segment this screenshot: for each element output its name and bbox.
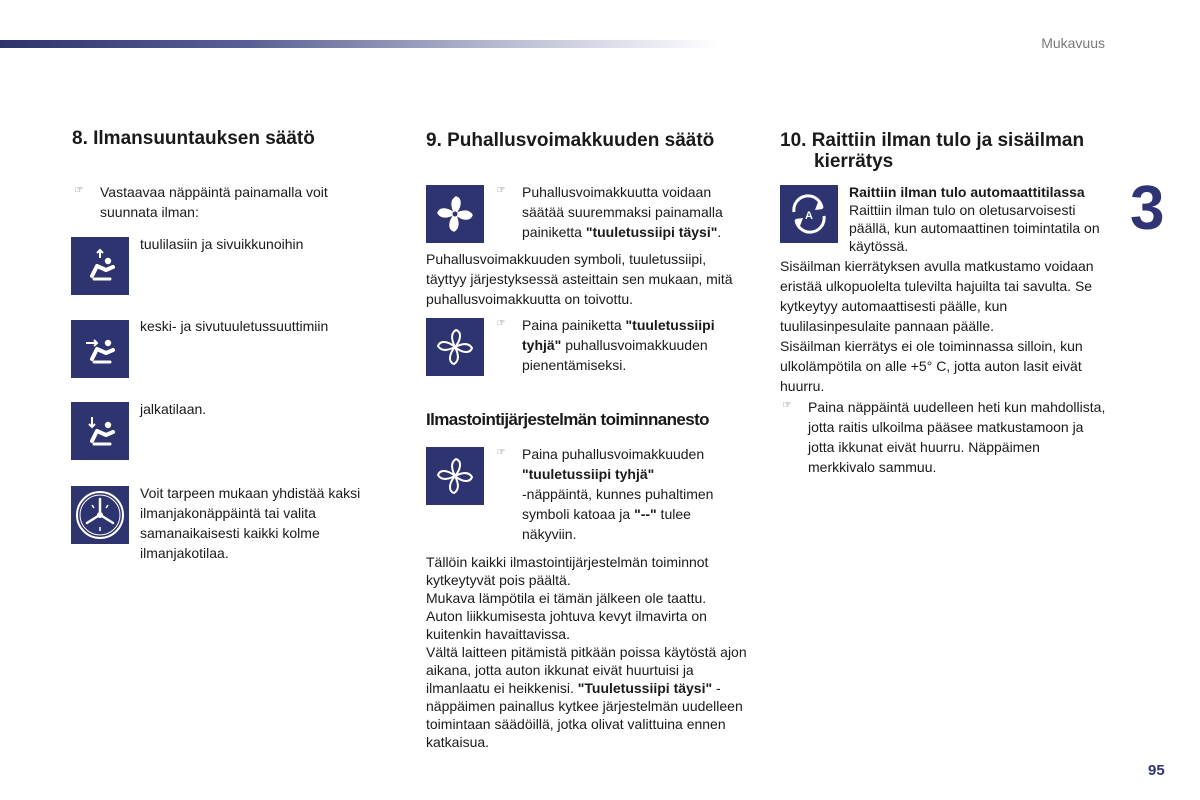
fan-off-button-icon <box>426 447 484 505</box>
fan-decrease-text: Paina painiketta "tuuletussiipi tyhjä" puhallusvoimakkuuden pienentämiseksi. <box>522 317 715 373</box>
pointer-bullet-icon: ☞ <box>496 185 506 196</box>
ac-off-para-2: Mukava lämpötila ei tämän jälkeen ole taattu. <box>426 590 707 606</box>
feet-option-label: jalkatilaan. <box>140 401 207 417</box>
section-name: Mukavuus <box>1041 35 1105 51</box>
recirculation-press-again: Paina näppäintä uudelleen heti kun mahdollista, jotta raitis ulkoilma pääsee matkustamoon ja jotta ikkunat eivät huurru. Näppäimen merkkivalo sammuu. <box>808 399 1106 475</box>
distribution-dial-icon <box>71 486 129 544</box>
ac-off-para-3: Auton liikkumisesta johtuva kevyt ilmavirta on kuitenkin havaittavissa. <box>426 608 707 642</box>
subsection-title-ac-off: Ilmastointijärjestelmän toiminnanesto <box>426 410 709 429</box>
fan-full-button-icon <box>426 185 484 243</box>
header-gradient-bar <box>0 40 720 48</box>
air-distribution-intro: Vastaavaa näppäintä painamalla voit suunnata ilman: <box>100 184 328 220</box>
fan-symbol-paragraph: Puhallusvoimakkuuden symboli, tuuletussiipi, täyttyy järjestyksessä asteittain sen mukaan, mitä puhallusvoimakkuutta on toivottu. <box>426 251 733 307</box>
windshield-airflow-icon <box>71 237 129 295</box>
pointer-bullet-icon: ☞ <box>496 318 506 329</box>
chapter-number: 3 <box>1130 174 1165 243</box>
feet-airflow-icon <box>71 402 129 460</box>
fan-empty-button-icon <box>426 318 484 376</box>
fresh-air-auto-text: Raittiin ilman tulo on oletusarvoisesti päällä, kun automaattinen toimintatila on käytössä. <box>849 202 1100 254</box>
pointer-bullet-icon: ☞ <box>74 185 84 196</box>
combine-distribution-text: Voit tarpeen mukaan yhdistää kaksi ilmanjakonäppäintä tai valita samanaikaisesti kaikki kolme ilmanjakotilaa. <box>140 485 361 561</box>
recirculation-paragraph: Sisäilman kierrätyksen avulla matkustamo voidaan eristää ulkopuolelta tulevilta hajuilta tai savulta. Se kytkeytyy automaattisesti päälle, kun tuulilasinpesulaite pannaan päälle. Sisäilman kierrätys ei ole toiminnassa silloin, kun ulkolämpötila on alle +5° C, jotta auton lasit eivät huurru. <box>780 258 1094 394</box>
section-title-recirculation: 10. Raittiin ilman tulo ja sisäilman kierrätys <box>780 130 1085 172</box>
ac-off-consequences: Tällöin kaikki ilmastointijärjestelmän toiminnot kytkeytyvät pois päältä. Mukava lämpötila ei tämän jälkeen ole taattu. Auton liikkumisesta johtuva kevyt ilmavirta on kuitenkin havaittavissa. Vältä laitteen pitämistä pitkään poissa käytöstä ajon aikana, jotta auton ikkunat eivät huurtuisi ja ilmanlaatu ei heikkenisi. "Tuuletussiipi täysi" -näppäimen painallus kytkee järjestelmän uudelleen toimintaan säädöillä, jotka olivat valittuina ennen katkaisua. <box>426 554 747 750</box>
section-title-fan-speed: 9. Puhallusvoimakkuuden säätö <box>426 130 715 151</box>
pointer-bullet-icon: ☞ <box>782 400 792 411</box>
pointer-bullet-icon: ☞ <box>496 447 506 458</box>
fan-increase-text: Puhallusvoimakkuutta voidaan säätää suuremmaksi painamalla painiketta "tuuletussiipi täysi". <box>522 184 723 240</box>
page-number: 95 <box>1148 762 1165 779</box>
windshield-option-label: tuulilasiin ja sivuikkunoihin <box>140 236 304 252</box>
face-vents-option-label: keski- ja sivutuuletussuuttimiin <box>140 318 329 334</box>
recirculation-auto-icon <box>780 185 838 243</box>
ac-off-para-1: Tällöin kaikki ilmastointijärjestelmän toiminnot kytkeytyvät pois päältä. <box>426 554 709 588</box>
ac-off-instruction: Paina puhallusvoimakkuuden "tuuletussiipi tyhjä" -näppäintä, kunnes puhaltimen symboli katoaa ja "--" tulee näkyviin. <box>522 446 714 542</box>
section-title-air-distribution: 8. Ilmansuuntauksen säätö <box>72 128 315 149</box>
fresh-air-auto-title: Raittiin ilman tulo automaattitilassa <box>849 184 1085 200</box>
svg-text:A: A <box>805 210 813 222</box>
face-airflow-icon <box>71 320 129 378</box>
fresh-air-auto-block <box>849 183 1109 255</box>
